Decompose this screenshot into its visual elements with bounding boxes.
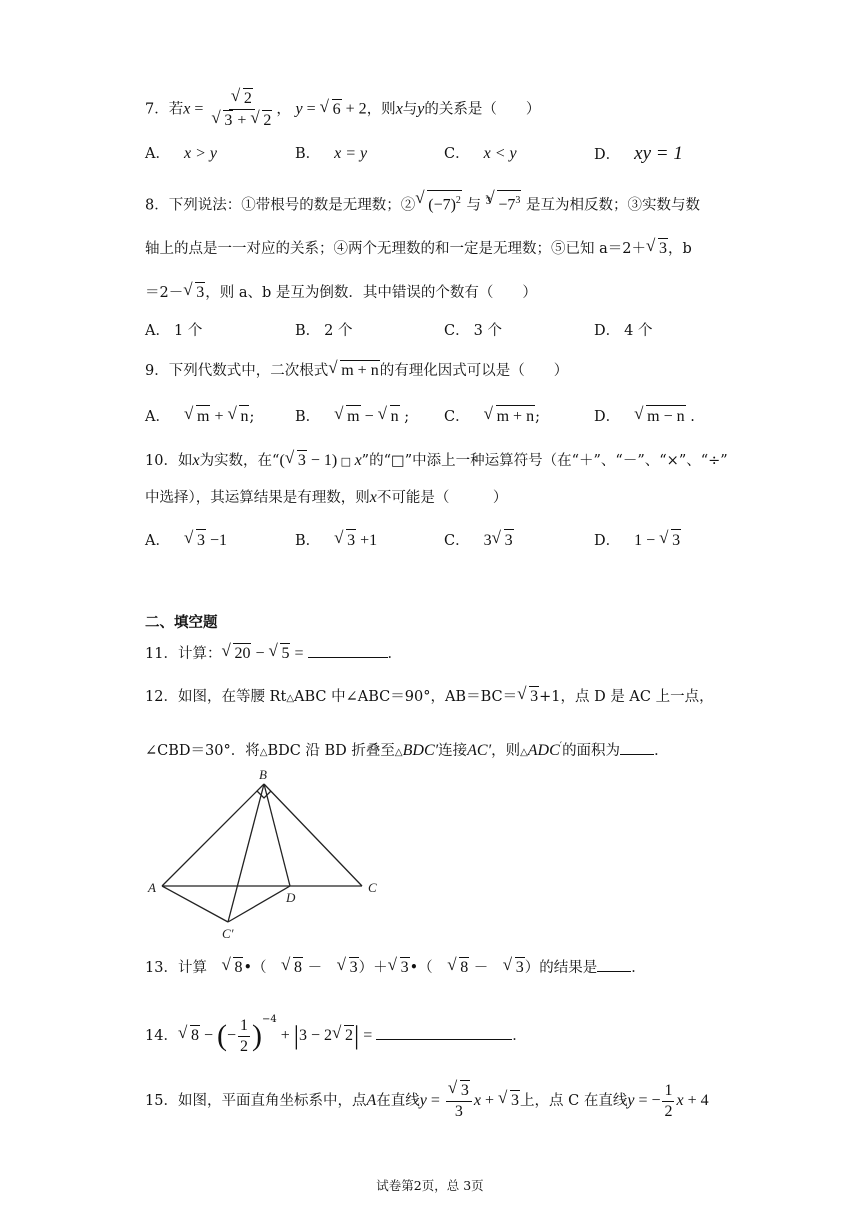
question-15: 15．如图，平面直角坐标系中，点A在直线y = √ $\frac{3}{3}$ x + √ 3上，点 C 在直线y = − $\frac{1}{2}$ x + 4 [145, 1080, 709, 1122]
q7-option-c[interactable]: C． x < y [444, 145, 517, 162]
q7-fraction: √ 2 √ 3 + √ 2 [209, 88, 274, 131]
q10-option-b[interactable]: B．√ 3 +1 [295, 529, 377, 552]
q9-option-d[interactable]: D．√ m − n . [594, 405, 695, 428]
question-8: 8．下列说法：①带根号的数是无理数；②√ $(-7)^2$ 与 $^3√ -7^3$ 是互为相反数；③实数与数 [145, 190, 700, 215]
question-14: 14．√ 8 − (− $\frac{1}{2}$ )$^{-4}$ + |3 − 2√ 2| = ． [145, 1010, 527, 1057]
q8-option-c[interactable]: C． 3 个 [444, 323, 502, 339]
question-9: 9．下列代数式中，二次根式√ m + n的有理化因式可以是（ ） [145, 360, 568, 381]
q8-option-b[interactable]: B． 2 个 [295, 323, 353, 339]
q10-option-d[interactable]: D． 1 − √ 3 [594, 529, 681, 552]
page-footer: 试卷第2页，总 3页 [376, 1178, 484, 1193]
segment-ab [162, 784, 264, 886]
question-12-line-2: ∠CBD＝30°．将△BDC 沿 BD 折叠至△BDC′连接AC′，则△ADC′的面积为 ． [145, 741, 669, 759]
triangle-figure [142, 764, 382, 944]
q9-option-b[interactable]: B．√ m − √ n ; [295, 405, 409, 428]
question-12: 12．如图，在等腰 Rt△ABC 中∠ABC＝90°，AB＝BC＝√ 3+1，点 D 是 AC 上一点， [145, 686, 714, 709]
q10-option-c[interactable]: C． 3√ 3 [444, 529, 514, 552]
question-11: 11．计算：√ 20 − √ 5 = ． [145, 643, 402, 664]
right-angle-mark [257, 791, 271, 798]
question-8-line-3: ＝2－√ 3，则 a、b 是互为倒数．其中错误的个数有（ ） [145, 282, 537, 303]
q10-option-a[interactable]: A．√ 3 −1 [145, 529, 227, 552]
segment-bc [264, 784, 362, 886]
segment-bd [264, 784, 290, 886]
label-b: B [259, 767, 267, 782]
question-8-line-2: 轴上的点是一一对应的关系；④两个无理数的和一定是无理数；⑤已知 a＝2＋√ 3，b [145, 238, 692, 259]
q8-option-a[interactable]: A． 1 个 [145, 323, 203, 339]
q9-option-a[interactable]: A．√ m + √ n; [145, 405, 254, 428]
segment-dcprime [228, 886, 290, 922]
question-10-line-2: 中选择），其运算结果是有理数，则x不可能是（ ） [145, 489, 508, 506]
q7-option-d[interactable]: D． xy = 1 [594, 143, 683, 164]
answer-blank[interactable] [597, 957, 631, 972]
q7-option-b[interactable]: B． x = y [295, 145, 368, 162]
q7-option-a[interactable]: A． x > y [145, 145, 217, 162]
answer-blank[interactable] [376, 1025, 512, 1040]
label-cprime: C′ [222, 926, 234, 941]
question-10: 10．如x为实数，在“(√ 3 − 1) □ x”的“□”中添上一种运算符号（在“＋”、“－”、“×”、“÷” [145, 450, 728, 472]
answer-blank[interactable] [620, 740, 654, 755]
question-7: 7．若x = √ 2 √ 3 + √ 2 ， y = √ 6 + 2，则x与y的关系是（ ） [145, 88, 540, 131]
segment-acprime [162, 886, 228, 922]
q8-option-d[interactable]: D． 4 个 [594, 323, 653, 339]
q9-option-c[interactable]: C．√ m + n; [444, 405, 540, 428]
answer-blank[interactable] [308, 643, 388, 658]
label-c: C [368, 880, 377, 895]
segment-bcprime [228, 784, 264, 922]
section-title-fill-in: 二、填空题 [145, 615, 218, 631]
question-13: 13．计算 √ 8•（ √ 8 － √ 3）＋√ 3•（ √ 8 － √ 3）的结果是 ． [145, 957, 646, 978]
label-a: A [148, 880, 156, 895]
label-d: D [286, 890, 296, 905]
